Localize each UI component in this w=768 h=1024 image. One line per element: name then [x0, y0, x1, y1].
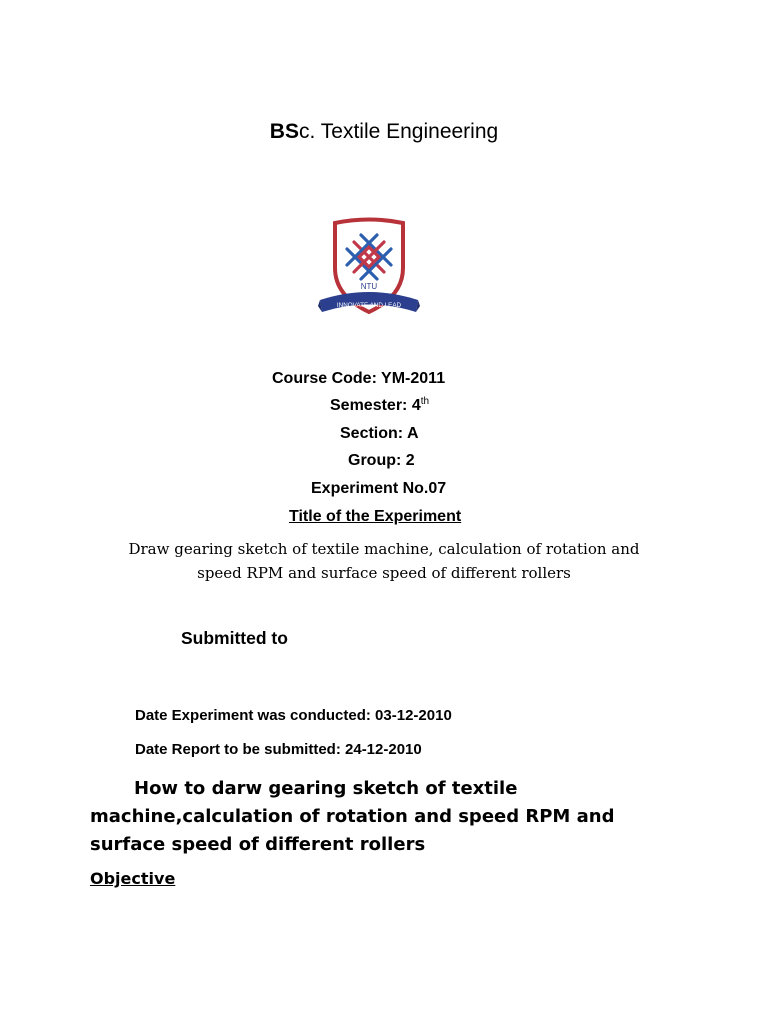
document-title: [0, 120, 768, 144]
experiment-title-line-1: Draw gearing sketch of textile machine, calculation of rotation and: [128, 540, 640, 558]
main-heading: [90, 775, 730, 859]
submitted-to: Submitted to: [181, 628, 288, 648]
semester-label: Semester: 4: [330, 397, 421, 414]
main-heading-line-1: How to darw gearing sketch of textile: [134, 778, 518, 799]
logo-monogram: NTU: [360, 282, 378, 291]
date-submit: Date Report to be submitted: 24-12-2010: [135, 741, 422, 758]
logo-motto: INNOVATE AND LEAD: [336, 302, 402, 309]
main-heading-line-3: surface speed of different rollers: [90, 834, 426, 855]
course-code: Course Code: YM-2011: [272, 370, 446, 387]
semester: [330, 397, 429, 415]
experiment-number: Experiment No.07: [311, 480, 447, 497]
document-title-rest: c. Textile Engineering: [298, 120, 499, 143]
experiment-title-line-2: speed RPM and surface speed of different rollers: [197, 564, 571, 582]
university-logo: [318, 216, 420, 322]
section: Section: A: [340, 425, 419, 442]
group: Group: 2: [348, 452, 415, 469]
logo-lattice: [347, 235, 391, 279]
title-heading: Title of the Experiment: [289, 508, 462, 525]
date-conducted: Date Experiment was conducted: 03-12-2010: [135, 707, 452, 724]
document-title-bold: BS: [269, 120, 299, 143]
experiment-title: [90, 537, 678, 585]
semester-suffix: th: [420, 396, 430, 407]
main-heading-line-2: machine,calculation of rotation and speed RPM and: [90, 806, 615, 827]
objective-heading: Objective: [90, 869, 176, 888]
